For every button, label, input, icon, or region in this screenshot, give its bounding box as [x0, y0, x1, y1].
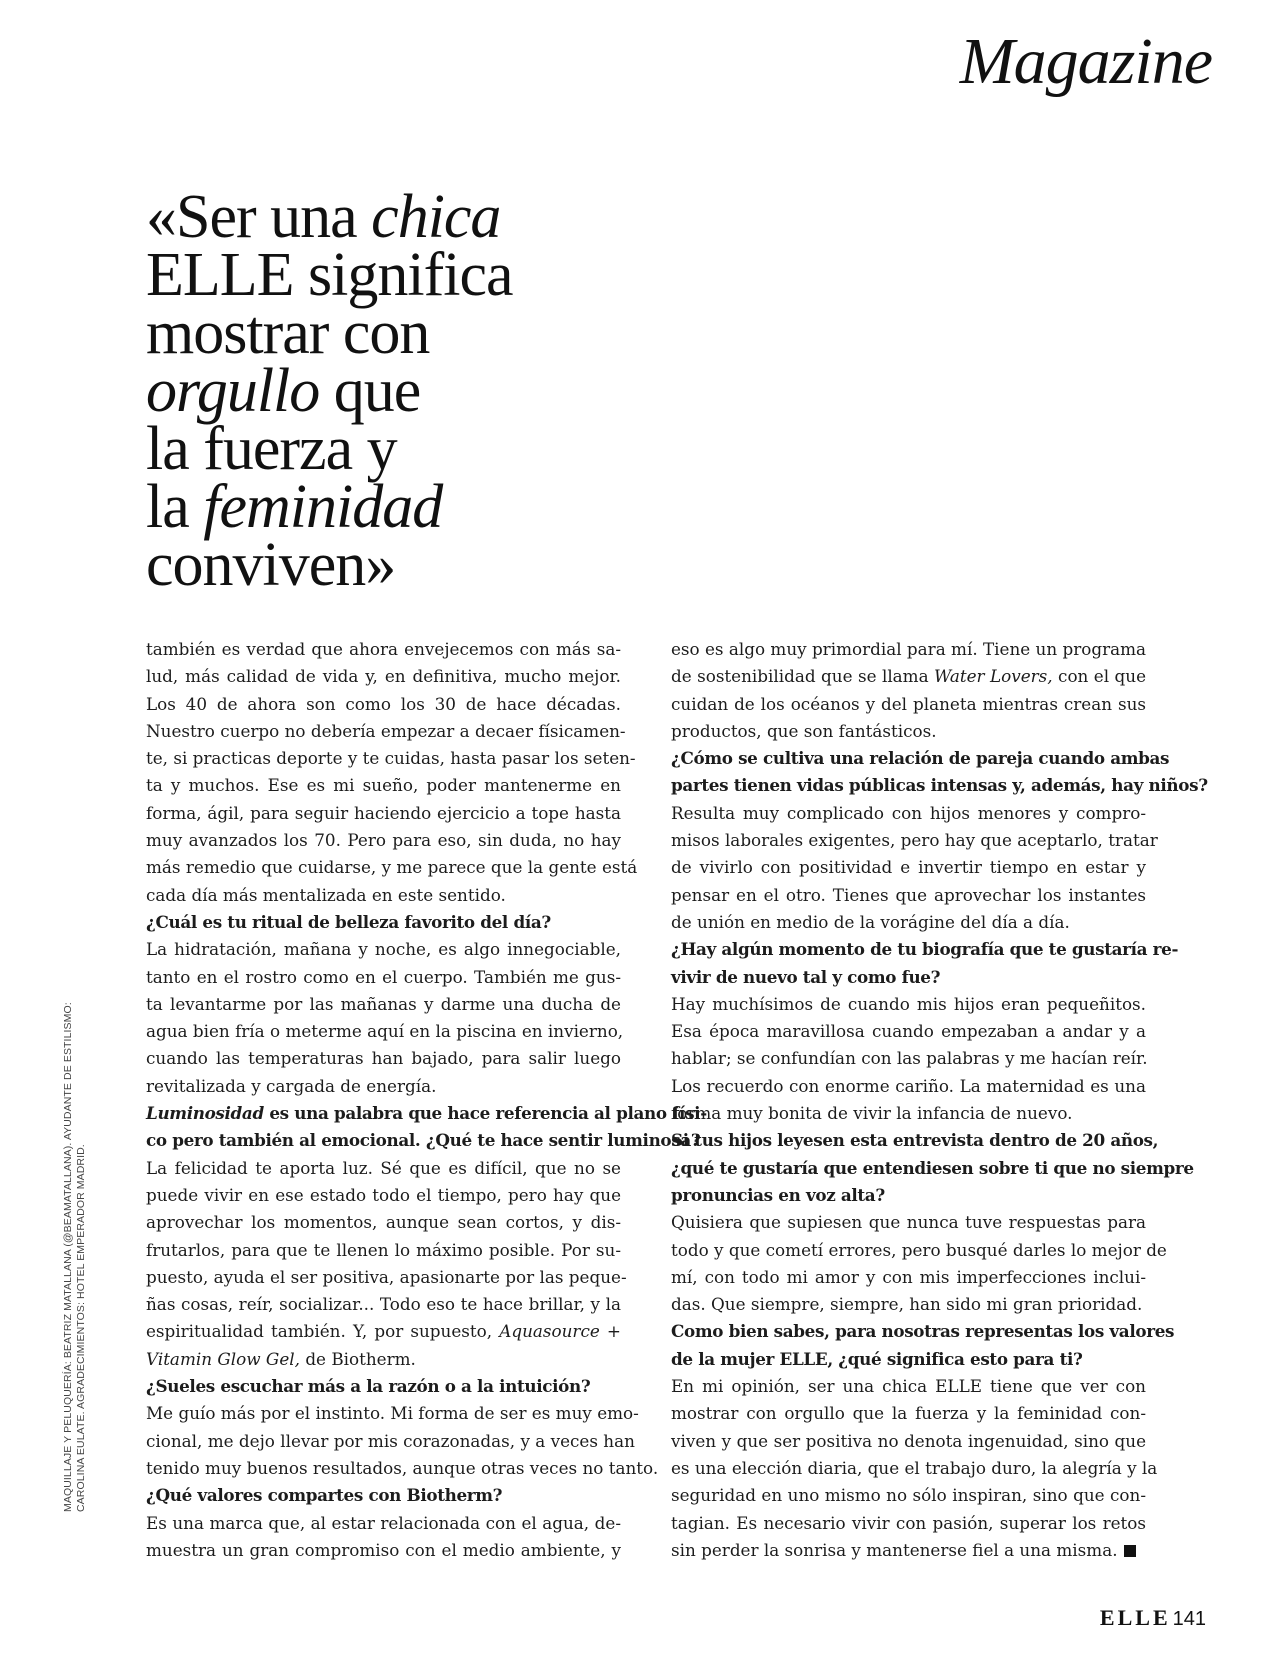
pull-quote-line: [146, 473, 706, 541]
text-run: es una elección diaria, que el trabajo duro, la alegría y la: [671, 1457, 1158, 1478]
answer-line: [671, 1291, 1146, 1318]
text-run: Es una marca que, al estar relacionada con el agua, de-: [146, 1512, 621, 1533]
text-run: es una palabra que hace referencia al plano físi-: [263, 1103, 707, 1124]
answer-line: [146, 827, 621, 854]
text-run: ta y muchos. Ese es mi sueño, poder mantenerme en: [146, 775, 621, 796]
pull-quote-line: [146, 531, 706, 599]
text-run: Esa época maravillosa cuando empezaban a andar y a: [671, 1021, 1146, 1042]
text-run: forma, ágil, para seguir haciendo ejercicio a tope hasta: [146, 802, 621, 823]
text-run: ñas cosas, reír, socializar... Todo eso te hace brillar, y la: [146, 1294, 621, 1315]
text-run: Quisiera que supiesen que nunca tuve respuestas para: [671, 1212, 1146, 1233]
text-run: ¿Hay algún momento de tu biografía que te gustaría re-: [671, 939, 1179, 960]
text-run: vivir de nuevo tal y como fue?: [671, 966, 941, 987]
title-italic: Water Lovers,: [934, 666, 1053, 687]
question-line: [146, 1127, 701, 1154]
text-run: viven y que ser positiva no denota ingenuidad, sino que: [671, 1430, 1146, 1451]
question-line: [146, 1482, 621, 1509]
answer-line: [671, 800, 1146, 827]
answer-line: [671, 991, 1146, 1018]
answer-line: [671, 1209, 1146, 1236]
section-label: Magazine: [959, 25, 1212, 98]
pull-quote: [146, 183, 706, 599]
pull-quote-line: [146, 299, 706, 367]
text-run: puesto, ayuda el ser positiva, apasionarte por las peque-: [146, 1266, 627, 1287]
text-run: cuando las temperaturas han bajado, para salir luego: [146, 1048, 621, 1069]
question-line: [671, 745, 1170, 772]
answer-line: [671, 1073, 1146, 1100]
answer-line: [671, 1537, 1146, 1564]
answer-line: [146, 636, 621, 663]
answer-line: [146, 991, 621, 1018]
text-run: puede vivir en ese estado todo el tiempo, pero hay que: [146, 1184, 621, 1205]
end-mark-icon: [1124, 1545, 1136, 1557]
page-number: 141: [1172, 1608, 1206, 1630]
text-run: productos, que son fantásticos.: [671, 720, 937, 741]
text-run: Nuestro cuerpo no debería empezar a decaer físicamen-: [146, 720, 626, 741]
pull-quote-line: [146, 183, 706, 251]
answer-line: [146, 936, 621, 963]
text-run: espiritualidad también. Y, por supuesto,: [146, 1321, 500, 1342]
pull-quote-text: que: [319, 357, 421, 425]
text-run: ta levantarme por las mañanas y darme una ducha de: [146, 993, 621, 1014]
text-run: Los 40 de ahora son como los 30 de hace décadas.: [146, 693, 621, 714]
answer-line: [146, 1537, 621, 1564]
text-run: todo y que cometí errores, pero busqué darles lo mejor de: [671, 1239, 1167, 1260]
text-run: Como bien sabes, para nosotras representas los valores: [671, 1321, 1175, 1342]
answer-line: [146, 1400, 639, 1427]
text-run: Si tus hijos leyesen esta entrevista dentro de 20 años,: [671, 1130, 1159, 1151]
photo-credits: MAQUILLAJE Y PELUQUERÍA: BEATRIZ MATALLANA (@BEAMATALLANA). AYUDANTE DE ESTILISMO: CAROLINA EULATE. AGRADECIMIENTOS: HOTEL EMPERADOR MADRID.: [62, 1002, 87, 1512]
text-run: misos laborales exigentes, pero hay que aceptarlo, tratar: [671, 830, 1158, 851]
text-run: forma muy bonita de vivir la infancia de nuevo.: [671, 1103, 1073, 1124]
text-run: muy avanzados los 70. Pero para eso, sin duda, no hay: [146, 830, 621, 851]
answer-line: [146, 1237, 621, 1264]
answer-line: [671, 1237, 1167, 1264]
answer-line: [671, 636, 1146, 663]
text-run: lud, más calidad de vida y, en definitiva, mucho mejor.: [146, 666, 621, 687]
text-run: muestra un gran compromiso con el medio ambiente, y: [146, 1539, 621, 1560]
answer-line: [671, 1455, 1158, 1482]
text-run: pensar en el otro. Tienes que aprovechar los instantes: [671, 884, 1146, 905]
question-line: [671, 1346, 1146, 1373]
answer-line: [671, 909, 1146, 936]
answer-line: [671, 663, 1146, 690]
text-run: tanto en el rostro como en el cuerpo. También me gus-: [146, 966, 621, 987]
text-run: con el que: [1052, 666, 1147, 687]
title-italic: Vitamin Glow Gel,: [146, 1348, 300, 1369]
answer-line: [146, 1346, 621, 1373]
text-run: más remedio que cuidarse, y me parece que la gente está: [146, 857, 638, 878]
text-run: La felicidad te aporta luz. Sé que es difícil, que no se: [146, 1157, 621, 1178]
pull-quote-text: «Ser una: [146, 183, 372, 251]
text-run: das. Que siempre, siempre, han sido mi gran prioridad.: [671, 1294, 1143, 1315]
text-run: En mi opinión, ser una chica ELLE tiene que ver con: [671, 1376, 1146, 1397]
answer-line: [146, 745, 636, 772]
text-run: de Biotherm.: [299, 1348, 416, 1369]
question-line: [671, 936, 1179, 963]
answer-line: [671, 1045, 1146, 1072]
text-run: Resulta muy complicado con hijos menores y compro-: [671, 802, 1146, 823]
answer-line: [146, 1155, 621, 1182]
answer-line: [146, 964, 621, 991]
text-run: de vivirlo con positividad e invertir tiempo en estar y: [671, 857, 1146, 878]
pull-quote-line: [146, 357, 706, 425]
answer-line: [146, 1018, 624, 1045]
folio-brand: ELLE: [1099, 1605, 1171, 1630]
question-line: [671, 772, 1208, 799]
text-run: de sostenibilidad que se llama: [671, 666, 935, 687]
pull-quote-line: [146, 241, 706, 309]
text-run: te, si practicas deporte y te cuidas, hasta pasar los seten-: [146, 748, 636, 769]
answer-line: [671, 691, 1146, 718]
answer-line: [146, 718, 626, 745]
text-run: Los recuerdo con enorme cariño. La maternidad es una: [671, 1075, 1146, 1096]
answer-line: [671, 1264, 1146, 1291]
text-run: frutarlos, para que te llenen lo máximo posible. Por su-: [146, 1239, 621, 1260]
text-run: también es verdad que ahora envejecemos con más sa-: [146, 639, 621, 659]
pull-quote-line: [146, 415, 706, 483]
question-line: [146, 909, 621, 936]
answer-line: [671, 1510, 1146, 1537]
text-run: seguridad en uno mismo no sólo inspiran, sino que con-: [671, 1485, 1146, 1506]
answer-line: [146, 854, 638, 881]
pull-quote-emphasis: chica: [371, 183, 501, 251]
pull-quote-text: la: [146, 473, 204, 541]
question-line: [671, 1318, 1175, 1345]
article-column-left: [146, 636, 707, 1564]
answer-line: [146, 800, 621, 827]
answer-line: [671, 718, 1146, 745]
answer-line: [671, 1482, 1146, 1509]
title-italic: Luminosidad: [146, 1103, 264, 1124]
answer-line: [146, 1428, 635, 1455]
text-run: mí, con todo mi amor y con mis imperfecciones inclui-: [671, 1266, 1146, 1287]
answer-line: [146, 772, 621, 799]
text-run: hablar; se confundían con las palabras y me hacían reír.: [671, 1048, 1148, 1069]
text-run: revitalizada y cargada de energía.: [146, 1075, 437, 1096]
text-run: ¿Sueles escuchar más a la razón o a la intuición?: [146, 1376, 591, 1397]
answer-line: [671, 1428, 1146, 1455]
text-run: Me guío más por el instinto. Mi forma de ser es muy emo-: [146, 1403, 639, 1424]
answer-line: [671, 827, 1158, 854]
text-run: eso es algo muy primordial para mí. Tiene un programa: [671, 639, 1147, 659]
text-run: cional, me dejo llevar por mis corazonadas, y a veces han: [146, 1430, 635, 1451]
answer-line: [146, 1073, 621, 1100]
answer-line: [146, 691, 621, 718]
text-run: ¿Cómo se cultiva una relación de pareja cuando ambas: [671, 748, 1170, 769]
question-line: [671, 1182, 1146, 1209]
answer-line: [146, 1455, 659, 1482]
text-run: La hidratación, mañana y noche, es algo innegociable,: [146, 939, 621, 960]
question-line: [671, 1155, 1194, 1182]
answer-line: [671, 854, 1146, 881]
text-run: sin perder la sonrisa y mantenerse fiel a una misma.: [671, 1539, 1118, 1560]
answer-line: [671, 1100, 1146, 1127]
article-column-right: [671, 636, 1208, 1564]
pull-quote-text: la fuerza y: [146, 415, 397, 483]
answer-line: [146, 882, 621, 909]
text-run: aprovechar los momentos, aunque sean cortos, y dis-: [146, 1212, 621, 1233]
text-run: mostrar con orgullo que la fuerza y la feminidad con-: [671, 1403, 1146, 1424]
question-line: [671, 964, 1146, 991]
text-run: Hay muchísimos de cuando mis hijos eran pequeñitos.: [671, 993, 1146, 1014]
pull-quote-text: mostrar con: [146, 299, 430, 367]
answer-line: [146, 1510, 621, 1537]
text-run: ¿Cuál es tu ritual de belleza favorito del día?: [146, 911, 551, 932]
text-run: cada día más mentalizada en este sentido.: [146, 884, 506, 905]
page-folio: [1100, 1605, 1206, 1631]
text-run: pronuncias en voz alta?: [671, 1184, 885, 1205]
answer-line: [146, 1264, 627, 1291]
question-line: [146, 1373, 621, 1400]
answer-line: [671, 1400, 1146, 1427]
text-run: de la mujer ELLE, ¿qué significa esto para ti?: [671, 1348, 1083, 1369]
answer-line: [146, 1209, 621, 1236]
answer-line: [671, 1373, 1146, 1400]
answer-line: [146, 663, 621, 690]
text-run: agua bien fría o meterme aquí en la piscina en invierno,: [146, 1021, 624, 1042]
pull-quote-text: conviven»: [146, 531, 396, 599]
text-run: de unión en medio de la vorágine del día a día.: [671, 911, 1070, 932]
text-run: ¿Qué valores compartes con Biotherm?: [146, 1485, 503, 1506]
pull-quote-emphasis: orgullo: [146, 357, 320, 425]
answer-line: [671, 882, 1146, 909]
text-run: partes tienen vidas públicas intensas y, además, hay niños?: [671, 775, 1208, 796]
text-run: ¿qué te gustaría que entendiesen sobre ti que no siempre: [671, 1157, 1194, 1178]
answer-line: [146, 1318, 621, 1345]
answer-line: [146, 1291, 621, 1318]
answer-line: [671, 1018, 1146, 1045]
text-run: co pero también al emocional. ¿Qué te hace sentir luminosa?: [146, 1130, 701, 1151]
pull-quote-text: ELLE significa: [146, 241, 513, 309]
pull-quote-emphasis: feminidad: [203, 473, 443, 541]
question-line: [146, 1100, 707, 1127]
text-run: tagian. Es necesario vivir con pasión, superar los retos: [671, 1512, 1146, 1533]
question-line: [671, 1127, 1159, 1154]
title-italic: Aquasource +: [499, 1321, 621, 1342]
text-run: tenido muy buenos resultados, aunque otras veces no tanto.: [146, 1457, 659, 1478]
answer-line: [146, 1045, 621, 1072]
text-run: cuidan de los océanos y del planeta mientras crean sus: [671, 693, 1146, 714]
answer-line: [146, 1182, 621, 1209]
